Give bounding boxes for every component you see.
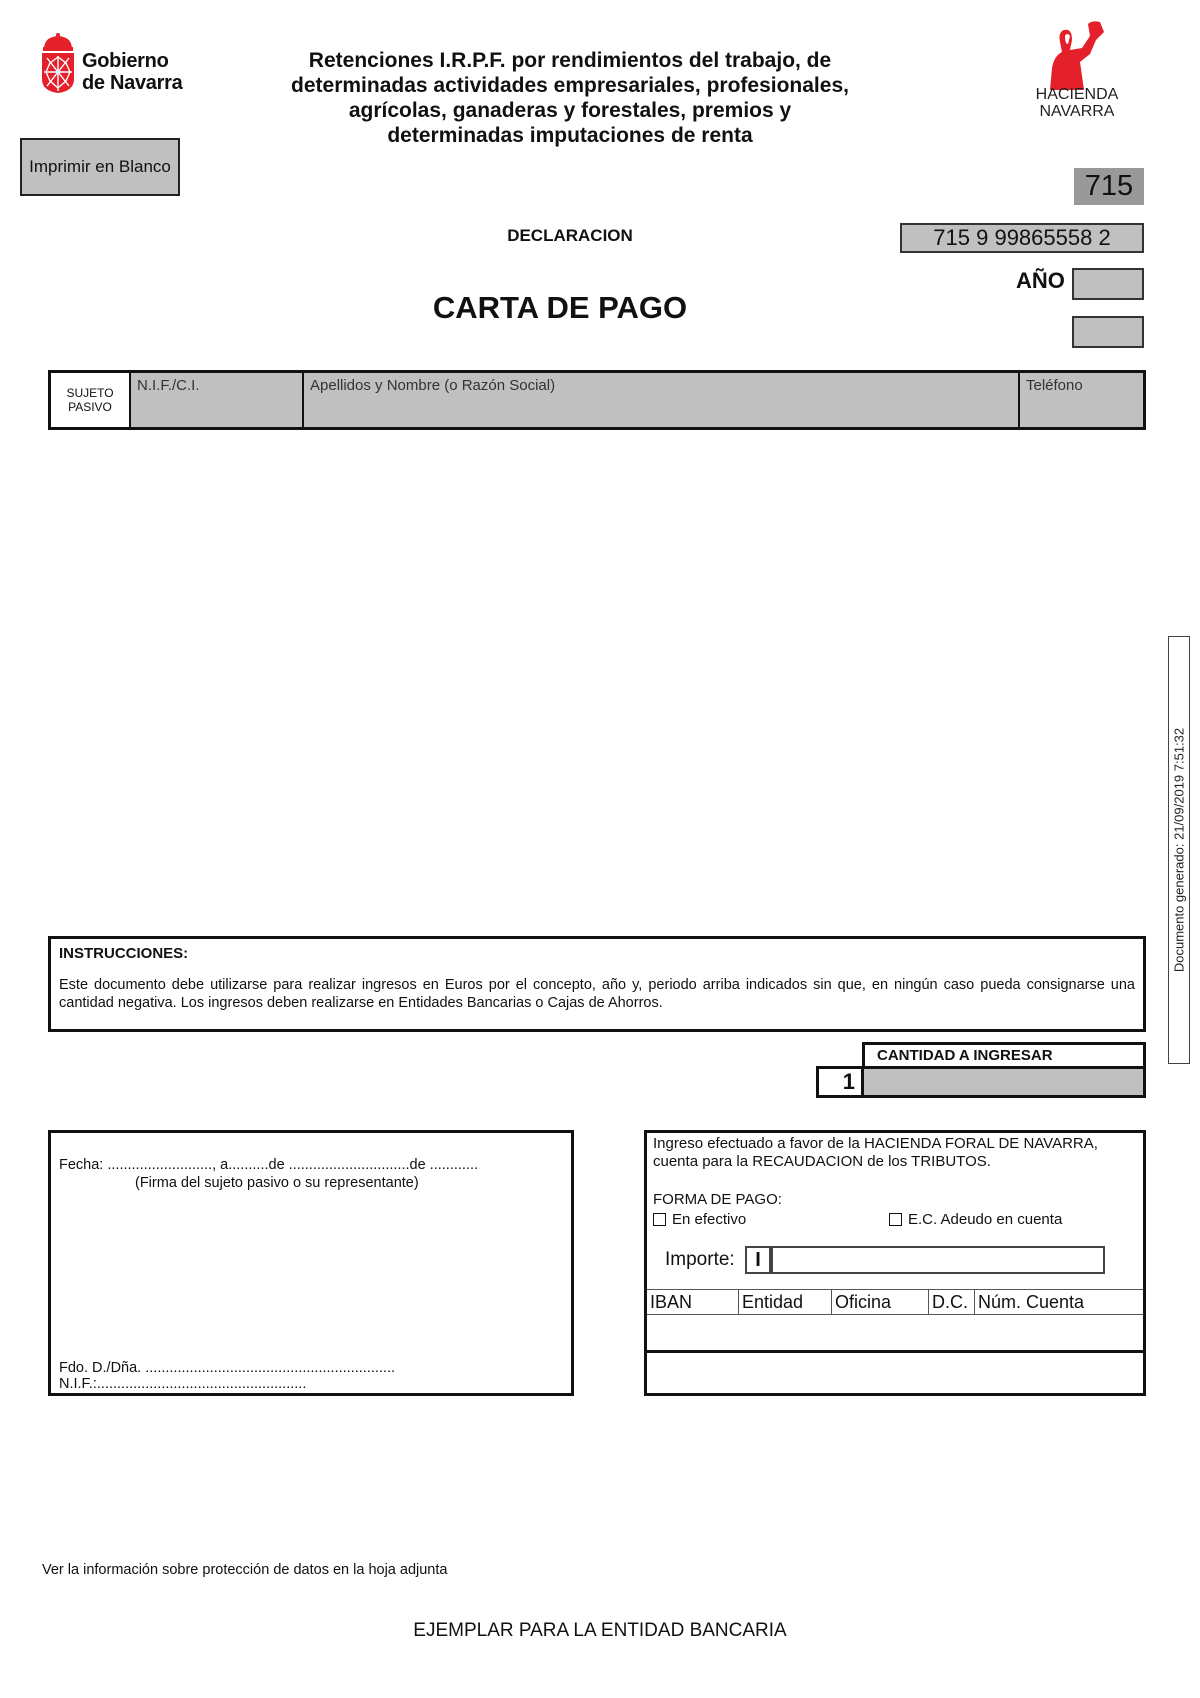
nif-field[interactable] (131, 373, 304, 427)
importe-label: Importe: (665, 1249, 735, 1270)
navarra-coat-of-arms-icon (38, 33, 78, 95)
phone-label: Teléfono (1026, 377, 1083, 394)
signature-box (48, 1130, 574, 1396)
col-num-cuenta: Núm. Cuenta (978, 1292, 1085, 1312)
checkbox-cash[interactable] (653, 1213, 666, 1226)
importe-prefix: I (745, 1246, 771, 1274)
signature-caption: (Firma del sujeto pasivo o su representante) (135, 1175, 419, 1191)
year-field[interactable] (1072, 268, 1144, 300)
col-iban: IBAN (647, 1290, 739, 1314)
nif-label: N.I.F./C.I. (137, 377, 200, 394)
signed-by-block (59, 1360, 395, 1392)
phone-field[interactable] (1020, 373, 1143, 427)
hacienda-navarra-wordmark (1022, 86, 1132, 120)
declaration-label: DECLARACION (507, 226, 633, 245)
document-title: CARTA DE PAGO (432, 290, 688, 325)
option-direct-debit[interactable] (889, 1211, 1062, 1228)
taxpayer-label-line-2: PASIVO (68, 400, 112, 414)
data-protection-note: Ver la información sobre protección de datos en la hoja adjunta (42, 1562, 448, 1578)
generated-timestamp-stamp (1168, 636, 1190, 1064)
print-blank-button[interactable]: Imprimir en Blanco (20, 138, 180, 196)
amount-label: CANTIDAD A INGRESAR (862, 1042, 1146, 1066)
wordmark-line-1: HACIENDA (1035, 86, 1119, 103)
hacienda-figure-icon (1030, 18, 1110, 90)
wordmark-line-1: Gobierno (82, 50, 169, 72)
payment-intro (653, 1135, 1098, 1171)
reference-number-field: 715 9 99865558 2 (900, 223, 1144, 253)
payment-method-label: FORMA DE PAGO: (653, 1191, 782, 1208)
option-direct-debit-label: E.C. Adeudo en cuenta (908, 1211, 1063, 1228)
form-title (270, 48, 870, 148)
title-line: determinadas imputaciones de renta (387, 124, 753, 147)
taxpayer-section (48, 370, 1146, 430)
year-label: AÑO (1016, 268, 1065, 293)
model-number-badge: 715 (1074, 168, 1144, 205)
taxpayer-label-line-1: SUJETO (66, 386, 114, 400)
period-field[interactable] (1072, 316, 1144, 348)
wordmark-line-2: NAVARRA (1039, 103, 1115, 120)
name-field[interactable] (304, 373, 1020, 427)
hacienda-navarra-logo (1030, 18, 1120, 88)
title-line: agrícolas, ganaderas y forestales, premios y (348, 99, 792, 122)
wordmark-line-2: de Navarra (82, 72, 183, 94)
title-line: determinadas actividades empresariales, profesionales, (291, 74, 849, 97)
payment-box (644, 1130, 1146, 1396)
instructions-heading: INSTRUCCIONES: (59, 945, 189, 962)
col-dc: D.C. (929, 1290, 975, 1314)
col-entidad: Entidad (739, 1290, 832, 1314)
bank-account-field[interactable] (647, 1315, 1143, 1353)
date-line: Fecha: .........................., a..........de ..............................de ............ (59, 1157, 479, 1173)
option-cash[interactable] (653, 1211, 746, 1228)
checkbox-direct-debit[interactable] (889, 1213, 902, 1226)
payment-intro-line: Ingreso efectuado a favor de la HACIENDA FORAL DE NAVARRA, (653, 1135, 1098, 1152)
importe-field[interactable] (771, 1246, 1105, 1274)
generated-timestamp: Documento generado: 21/09/2019 7:51:32 (1171, 727, 1187, 973)
signed-by-line: Fdo. D./Dña. .............................................................. (59, 1360, 395, 1376)
option-cash-label: En efectivo (672, 1211, 747, 1228)
gobierno-navarra-wordmark (82, 50, 182, 94)
copy-label: EJEMPLAR PARA LA ENTIDAD BANCARIA (413, 1620, 787, 1641)
col-oficina: Oficina (832, 1290, 929, 1314)
name-label: Apellidos y Nombre (o Razón Social) (310, 377, 556, 394)
title-line: Retenciones I.R.P.F. por rendimientos del trabajo, de (308, 49, 832, 72)
instructions-box (48, 936, 1146, 1032)
instructions-body: Este documento debe utilizarse para realizar ingresos en Euros por el concepto, año y, periodo arriba indicados sin que, en ningún caso pueda consignarse una cantidad negativa. Los ingresos deben realizarse en Entidades Bancarias o Cajas de Ahorros. (59, 977, 1135, 1011)
amount-box-number: 1 (816, 1066, 864, 1098)
amount-field[interactable] (861, 1066, 1146, 1098)
payment-intro-line: cuenta para la RECAUDACION de los TRIBUTOS. (653, 1153, 991, 1170)
signer-nif-line: N.I.F.:.................................................... (59, 1376, 307, 1392)
bank-account-header (647, 1289, 1143, 1315)
taxpayer-label (51, 373, 131, 427)
